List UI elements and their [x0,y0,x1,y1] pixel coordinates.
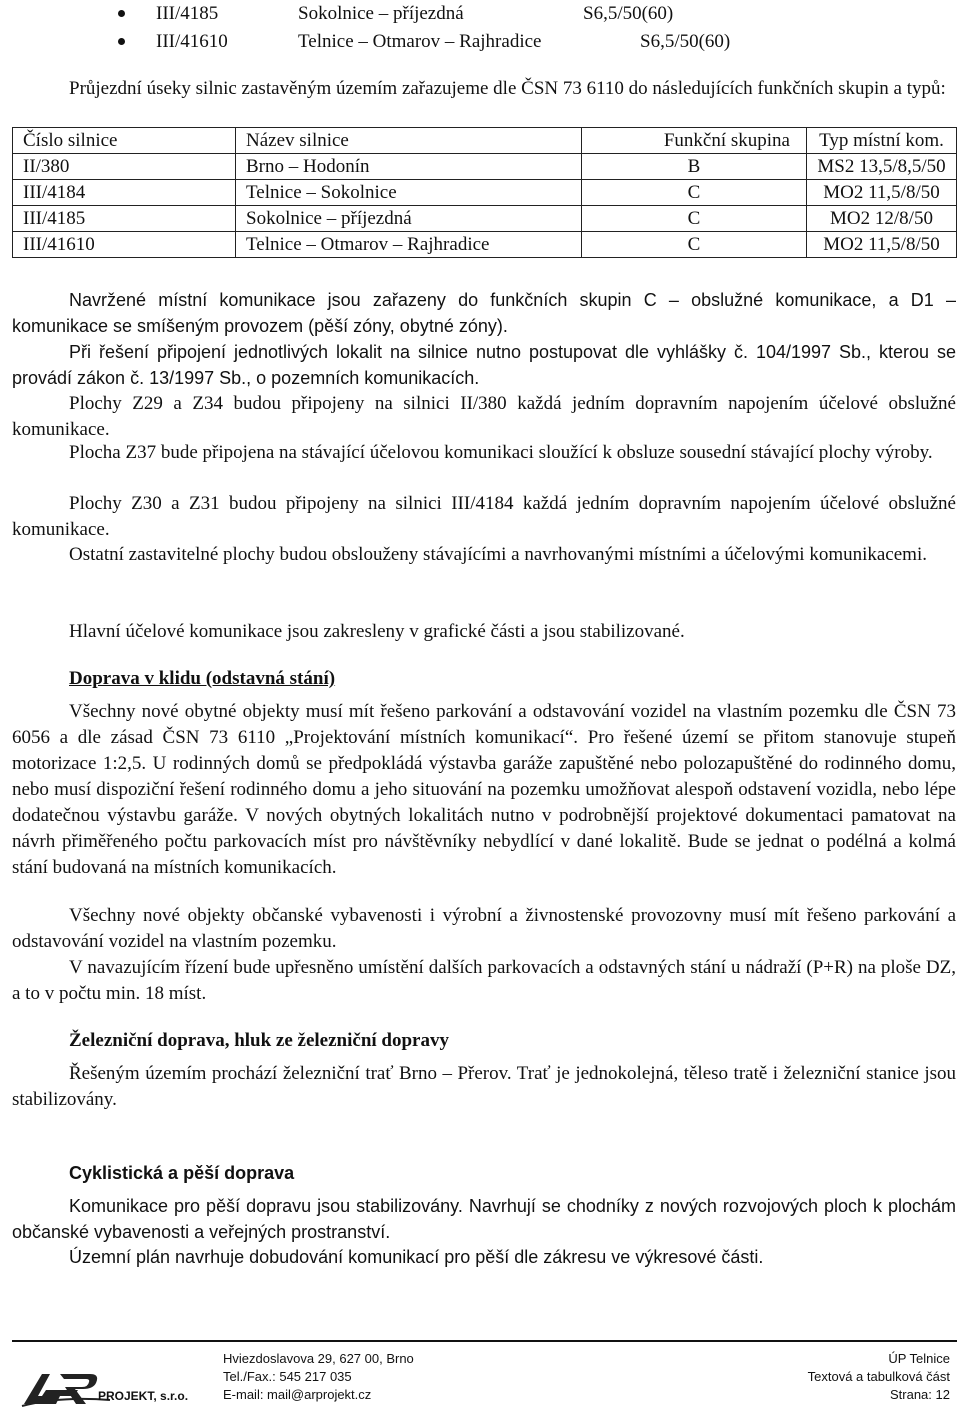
table-cell: III/4185 [13,206,236,232]
footer-document-info [808,1350,950,1404]
page-label: Strana: [889,1387,932,1402]
bullet-icon [118,38,125,45]
table-header-row [13,128,957,154]
paragraph-functional-groups: Navržené místní komunikace jsou zařazeny do funkčních skupin C – obslužné komunikace, a D1 – komunikace se smíšeným provozem (pěší zóny, obytné zóny). [12,290,956,336]
road-bullet-list [118,0,818,56]
footer-address: Hviezdoslavova 29, 627 00, Brno [223,1351,414,1366]
table-cell: Telnice – Otmarov – Rajhradice [236,232,582,258]
table-cell: MO2 11,5/8/50 [807,180,957,206]
paragraph-z37: Plocha Z37 bude připojena na stávající účelovou komunikaci sloužící k obsluze sousední stávající plochy výroby. [69,442,933,463]
footer-phone: Tel./Fax.: 545 217 035 [223,1369,352,1384]
section-heading-rail: Železniční doprava, hluk ze železniční dopravy [69,1030,449,1051]
paragraph-connections: Při řešení připojení jednotlivých lokalit na silnice nutno postupovat dle vyhlášky č. 104/1997 Sb., kterou se provádí zákon č. 13/1997 Sb., o pozemních komunikacích. [12,342,956,388]
table-cell: Brno – Hodonín [236,154,582,180]
road-code: III/4185 [156,3,219,24]
paragraph-parking-2: Všechny nové objekty občanské vybavenosti i výrobní a živnostenské provozovny musí mít řešeno parkování a odstavování vozidel na vlastním pozemku. [12,905,956,952]
paragraph-pedestrian-1: Komunikace pro pěší dopravu jsou stabilizovány. Navrhují se chodníky z nových rozvojových ploch k plochám občanské vybavenosti a veřejných prostranství. [12,1196,956,1242]
column-header: Typ místní kom. [807,128,957,154]
paragraph-z29-z34: Plochy Z29 a Z34 budou připojeny na silnici II/380 každá jedním dopravním napojením účelové obslužné komunikace. [12,393,956,440]
road-type: S6,5/50(60) [583,3,674,24]
road-code: III/41610 [156,31,228,52]
road-name: Sokolnice – příjezdná [298,3,464,24]
page-number: 12 [935,1387,950,1402]
table-cell: C [582,206,807,232]
table-cell: III/4184 [13,180,236,206]
section-heading-parking: Doprava v klidu (odstavná stání) [69,668,336,689]
paragraph-parking-3: V navazujícím řízení bude upřesněno umístění dalších parkovacích a odstavných stání u nádraží (P+R) na ploše DZ, a to v počtu min. 18 míst. [12,957,956,1004]
table-row [13,206,957,232]
table-cell: II/380 [13,154,236,180]
table-cell: MO2 11,5/8/50 [807,232,957,258]
bullet-icon [118,10,125,17]
table-cell: MS2 13,5/8,5/50 [807,154,957,180]
table-row [13,232,957,258]
footer-divider [12,1340,957,1342]
footer-contact [223,1350,414,1404]
company-logo-text: PROJEKT, s.r.o. [98,1389,189,1403]
paragraph-pedestrian-2: Územní plán navrhuje dobudování komunikací pro pěší dle zákresu ve výkresové části. [69,1247,764,1267]
paragraph-main-roads: Hlavní účelové komunikace jsou zakresleny v grafické části a jsou stabilizované. [69,621,685,642]
paragraph-parking-1: Všechny nové obytné objekty musí mít řešeno parkování a odstavování vozidel na vlastním pozemku dle ČSN 73 6056 a dle zásad ČSN 73 6110 „Projektování místních komunikací“. Pro řešené území se přitom stanovuje stupeň motorizace 1:2,5. U rodinných domů se předpokládá výstavba garáže zapuštěné nebo polozapuštěné do rodinného domu, nebo musí dispoziční řešení rodinného domu a jeho situování na pozemku umožňovat alespoň odstavení vozidla, nebo lépe dodatečnou výstavbu garáže. V nových obytných lokalitách nutno v podrobnější projektové dokumentaci pamatovat na návrh přiměřeného počtu parkovacích míst pro návštěvníky nebydlící v dané lokalitě. Bude se jednat o podélná a kolmá stání budovaná na místních komunikacích. [12,701,956,878]
table-row [13,154,957,180]
column-header: Číslo silnice [13,128,236,154]
table-cell: B [582,154,807,180]
road-name: Telnice – Otmarov – Rajhradice [298,31,542,52]
footer-document-title: ÚP Telnice [888,1351,950,1366]
footer-email: E-mail: mail@arprojekt.cz [223,1387,372,1402]
list-item [118,0,818,28]
table-cell: III/41610 [13,232,236,258]
footer-document-part: Textová a tabulková část [807,1369,950,1384]
column-header: Název silnice [236,128,582,154]
road-classification-table [12,127,957,258]
paragraph-rail: Řešeným územím prochází železniční trať Brno – Přerov. Trať je jednokolejná, těleso tratě i železniční stanice jsou stabilizovány. [12,1063,956,1110]
list-item [118,28,818,56]
intro-paragraph: Průjezdní úseky silnic zastavěným územím zařazujeme dle ČSN 73 6110 do následujících funkčních skupin a typů: [69,78,946,99]
table-cell: C [582,180,807,206]
footer-page-number [808,1386,950,1404]
table-cell: Telnice – Sokolnice [236,180,582,206]
column-header: Funkční skupina [582,128,807,154]
road-type: S6,5/50(60) [640,31,731,52]
paragraph-other-areas: Ostatní zastavitelné plochy budou obslouženy stávajícími a navrhovanými místními a účelovými komunikacemi. [69,544,927,565]
table-cell: Sokolnice – příjezdná [236,206,582,232]
paragraph-z30-z31: Plochy Z30 a Z31 budou připojeny na silnici III/4184 každá jedním dopravním napojením účelové obslužné komunikace. [12,493,956,540]
table-row [13,180,957,206]
section-heading-cycling: Cyklistická a pěší doprava [69,1163,295,1183]
table-cell: MO2 12/8/50 [807,206,957,232]
table-cell: C [582,232,807,258]
